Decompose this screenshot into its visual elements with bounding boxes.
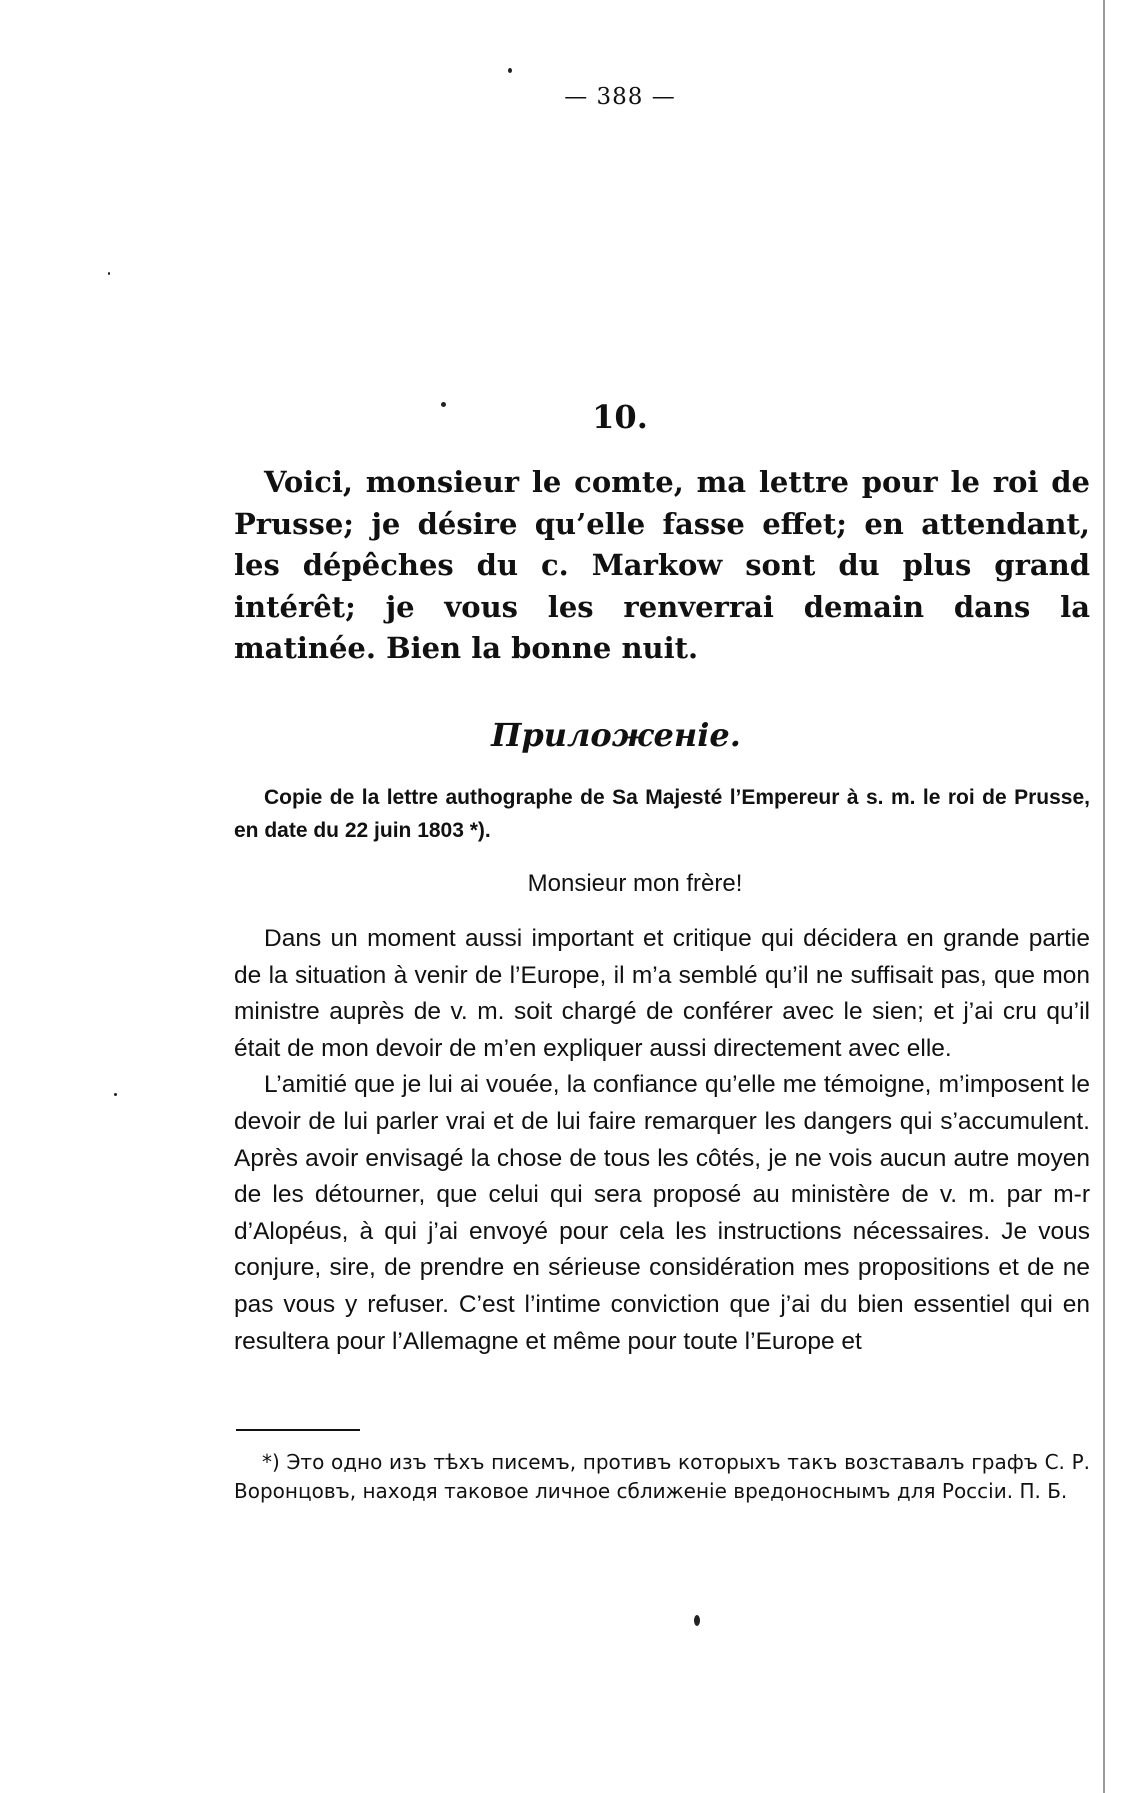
section-number: 10. — [592, 398, 648, 436]
page-number: — 388 — — [564, 84, 676, 110]
footnote-divider — [236, 1429, 360, 1431]
letter-body-text — [234, 921, 1090, 1360]
salutation: Monsieur mon frère! — [527, 870, 743, 897]
body-paragraph: Dans un moment aussi important et critique qui décidera en grande partie de la situation à venir de l’Europe, il m’a semblé qu’il ne suffisait pas, que mon ministre auprès de v. m. soit chargé de conférer avec le sien; et j’ai cru qu’il était de mon devoir de m’en expliquer aussi directement avec elle. — [234, 925, 1090, 1062]
scan-edge-line — [1103, 0, 1105, 1793]
footnote: *) Это одно изъ тѣхъ писемъ, противъ которыхъ такъ возставалъ графъ С. Р. Воронцовъ, находя таковое личное сближеніе вредоноснымъ для Россіи. П. Б. — [234, 1450, 1090, 1503]
scan-speck — [114, 1093, 117, 1096]
scan-speck — [508, 68, 512, 73]
letter-paragraph: Voici, monsieur le comte, ma lettre pour le roi de Prusse; je désire qu’elle fasse effet; en attendant, les dépêches du c. Markow sont du plus grand intérêt; je vous les renverrai demain dans la matinée. Bien la bonne nuit. — [234, 465, 1090, 665]
scan-speck — [694, 1615, 700, 1626]
body-paragraph: L’amitié que je lui ai vouée, la confiance qu’elle me témoigne, m’imposent le devoir de lui parler vrai et de lui faire remarquer les dangers qui s’accumulent. Après avoir envisagé la chose de tous les côtés, je ne vois aucun autre moyen de les détourner, que celui qui sera proposé au ministère de v. m. par m-r d’Alopéus, à qui j’ai envoyé pour cela les instructions nécessaires. Je vous conjure, sire, de prendre en sérieuse considération mes propositions et de ne pas vous y refuser. C’est l’intime conviction que j’ai du bien essentiel qui en resultera pour l’Allemagne et même pour toute l’Europe et — [234, 1071, 1090, 1355]
copy-note: Copie de la lettre authographe de Sa Majesté l’Empereur à s. m. le roi de Prusse, en date du 22 juin 1803 *). — [234, 786, 1090, 842]
appendix-title: Приложеніе. — [491, 716, 741, 754]
scan-speck — [108, 272, 110, 275]
scan-speck — [441, 402, 446, 407]
